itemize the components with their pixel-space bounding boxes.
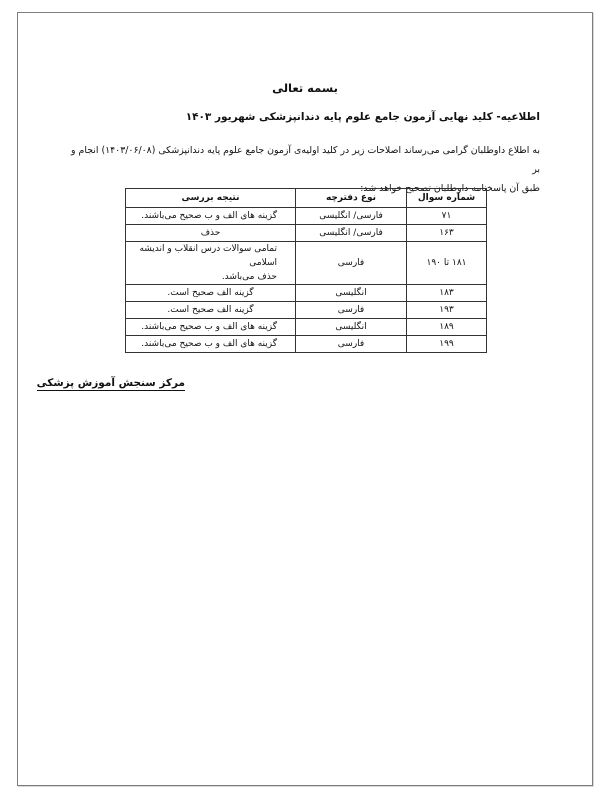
signature-block <box>18 377 592 389</box>
review-result-cell: گزینه های الف و ب صحیح می‌باشند. <box>126 336 296 353</box>
paragraph-line: طبق آن پاسخنامه داوطلبان تصحیح خواهد شد: <box>360 183 540 194</box>
question-number-cell: ۱۸۹ <box>407 319 487 336</box>
header-question-number: شماره سوال <box>407 189 487 208</box>
review-result-line: حذف می‌باشد. <box>221 272 277 282</box>
review-result-cell: گزینه الف صحیح است. <box>126 285 296 302</box>
header-booklet-type: نوع دفترچه <box>296 189 407 208</box>
table-header-row <box>126 189 487 208</box>
review-result-cell: حذف <box>126 225 296 242</box>
paragraph-line: به اطلاع داوطلبان گرامی می‌رساند اصلاحات زیر در کلید اولیه‌ی آزمون جامع علوم پایه دندانپزشکی (۱۴۰۳/۰۶/۰۸) انجام و بر <box>71 145 540 175</box>
question-number-cell: ۱۸۳ <box>407 285 487 302</box>
booklet-type-cell: فارسی <box>296 336 407 353</box>
table-row <box>126 242 487 285</box>
document-page <box>17 12 593 786</box>
review-result-line: تمامی سوالات درس انقلاب و اندیشه اسلامی <box>139 244 277 268</box>
header-review-result: نتیجه بررسی <box>126 189 296 208</box>
question-number-cell: ۱۹۳ <box>407 302 487 319</box>
booklet-type-cell: فارسی/ انگلیسی <box>296 208 407 225</box>
table-row <box>126 285 487 302</box>
table-row <box>126 208 487 225</box>
booklet-type-cell: فارسی <box>296 242 407 285</box>
table-row <box>126 302 487 319</box>
booklet-type-cell: انگلیسی <box>296 285 407 302</box>
question-number-cell: ۷۱ <box>407 208 487 225</box>
booklet-type-cell: فارسی/ انگلیسی <box>296 225 407 242</box>
review-result-cell <box>126 242 296 285</box>
review-result-cell: گزینه الف صحیح است. <box>126 302 296 319</box>
announcement-title: اطلاعیه- کلید نهایی آزمون جامع علوم پایه دندانپزشکی شهریور ۱۴۰۳ <box>185 111 540 123</box>
review-result-cell: گزینه های الف و ب صحیح می‌باشند. <box>126 319 296 336</box>
table-row <box>126 225 487 242</box>
question-number-cell: ۱۹۹ <box>407 336 487 353</box>
booklet-type-cell: فارسی <box>296 302 407 319</box>
table-row <box>126 319 487 336</box>
signature-text: مرکز سنجش آموزش پزشکی <box>36 377 185 389</box>
table-row <box>126 336 487 353</box>
basmala-heading: بسمه تعالی <box>272 81 338 95</box>
question-number-cell: ۱۸۱ تا ۱۹۰ <box>407 242 487 285</box>
review-result-cell: گزینه های الف و ب صحیح می‌باشند. <box>126 208 296 225</box>
question-number-cell: ۱۶۳ <box>407 225 487 242</box>
booklet-type-cell: انگلیسی <box>296 319 407 336</box>
corrections-table <box>125 188 487 353</box>
